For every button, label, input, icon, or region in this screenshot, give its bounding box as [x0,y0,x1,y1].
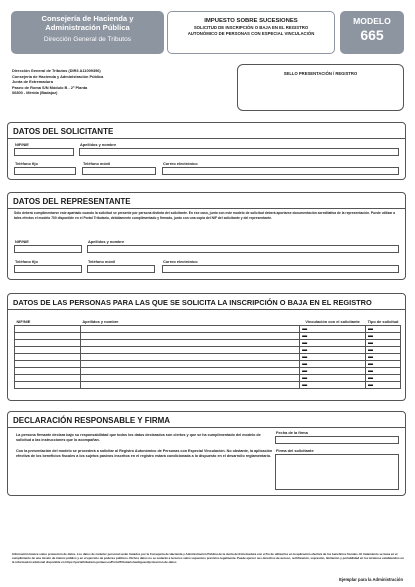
table-row [15,353,401,360]
address-line: Consejería de Hacienda y Administración Pública [12,73,104,79]
row-nif-cell[interactable] [15,346,81,353]
row-nif-cell[interactable] [15,325,81,332]
row-name-cell[interactable] [80,346,299,353]
form-title: IMPUESTO SOBRE SUCESIONES [204,18,298,24]
solicitante-mobile-field[interactable] [82,167,156,175]
row-name-cell[interactable] [80,325,299,332]
row-name-cell[interactable] [80,339,299,346]
row-name-cell[interactable] [80,374,299,381]
divider [8,208,405,209]
personas-table [14,311,401,389]
modelo-box [340,11,404,54]
table-row [15,346,401,353]
row-nif-cell[interactable] [15,360,81,367]
mobile-label: Teléfono móvil [88,259,116,264]
solicitante-email-field[interactable] [162,167,399,175]
solicitante-name-field[interactable] [79,148,399,156]
table-row [15,381,401,388]
table-row [15,339,401,346]
col-vinc-header: Vinculación con el solicitante [305,318,360,324]
solicitante-nif-field[interactable] [14,148,74,156]
solicitante-phone-field[interactable] [14,167,76,175]
dropdown-marker: ▬ [368,325,374,332]
phone-label: Teléfono fijo [15,161,38,166]
dropdown-marker: ▬ [302,353,308,360]
dropdown-marker: ▬ [302,346,308,353]
row-vinc-cell[interactable] [300,367,366,374]
row-vinc-cell[interactable] [300,325,366,332]
declaracion-section [7,411,406,496]
row-tipo-cell[interactable] [366,346,401,353]
row-nif-cell[interactable] [15,332,81,339]
table-row [15,374,401,381]
row-name-cell[interactable] [80,332,299,339]
dept-line1: Consejería de Hacienda y [41,14,134,23]
address-block [12,68,227,96]
address-line: Junta de Extremadura [12,79,53,85]
form-subtitle-1: SOLICITUD DE INSCRIPCIÓN O BAJA EN EL REGISTRO [193,25,309,31]
row-vinc-cell[interactable] [300,353,366,360]
dept-line3: Dirección General de Tributos [43,36,132,44]
row-nif-cell[interactable] [15,353,81,360]
table-row [15,325,401,332]
row-tipo-cell[interactable] [366,381,401,388]
row-tipo-cell[interactable] [366,360,401,367]
col-name-header: Apellidos y nombre [82,318,119,324]
dropdown-marker: ▬ [368,367,374,374]
data-protection-footer: Información básica sobre protección de datos. Los datos de carácter personal serán tratados por la Consejería de Hacienda y Administración Pública de la Junta de Extremadura con el fin de utilizarlos en la aplicación efectiva de los beneficios fiscales. El tratamiento se basa en el cumplimiento de una misión de interés público y en el ejercicio de poderes públicos. Dichos datos no se cederán a terceros salvo supuestos previstos legalmente. Puede ejercer sus derechos de acceso, rectificación, supresión, limitación y portabilidad en los términos establecidos en la información adicional disponible en https://portaltributario.juntaex.es/PortalTributario/web/guest/proteccion-de-datos [12,552,404,564]
row-name-cell[interactable] [80,381,299,388]
representante-section [7,192,406,280]
fecha-field[interactable] [275,436,399,444]
row-vinc-cell[interactable] [300,381,366,388]
nif-label: NIF/NIE [15,142,29,147]
representante-name-field[interactable] [87,245,399,253]
declaracion-text-1: La persona firmante declara bajo su responsabilidad que todos los datos declarados son ciertos y que se ha cumplimentado del modelo de solicitud a las instrucciones que lo acompañan. [16,433,261,442]
address-line: Paseo de Roma S/N Módulo B - 2ª Planta [12,84,88,90]
modelo-number: 665 [360,27,384,43]
email-label: Correo electrónico [163,161,198,166]
department-header [11,11,164,54]
table-row [15,367,401,374]
row-vinc-cell[interactable] [300,339,366,346]
address-line: 06800 - Mérida (Badajoz) [12,90,58,96]
divider [8,309,405,310]
col-tipo-header: Tipo de solicitud [367,318,399,324]
row-tipo-cell[interactable] [366,374,401,381]
form-title-box [167,11,335,54]
ejemplar-label: Ejemplar para la Administración [339,577,403,582]
col-nif-header: NIF/NIE [16,318,31,324]
declaracion-title: DECLARACIÓN RESPONSABLE Y FIRMA [13,416,171,425]
modelo-label: MODELO [353,16,391,26]
dropdown-marker: ▬ [368,346,374,353]
mobile-label: Teléfono móvil [83,161,111,166]
fecha-label: Fecha de la firma [276,430,308,435]
table-header-row [15,311,401,325]
representante-note: Sólo deberá cumplimentarse este apartado cuando la solicitud se presente por persona distinta del solicitante. En ese caso, junto con este modelo de solicitud deberá aportarse documentación acreditativa de la representación. Puede utilizar a tales efectos el modelo 700 disponible en el Portal Tributario, debidamente cumplimentado y firmado, junto con una copia del NIF del solicitante y del representante. [14,211,396,220]
personas-title: DATOS DE LAS PERSONAS PARA LAS QUE SE SOLICITA LA INSCRIPCIÓN O BAJA EN EL REGISTRO [13,298,372,307]
row-vinc-cell[interactable] [300,360,366,367]
table-row [15,360,401,367]
row-name-cell[interactable] [80,367,299,374]
row-nif-cell[interactable] [15,339,81,346]
representante-phone-field[interactable] [14,265,82,273]
email-label: Correo electrónico [163,259,198,264]
dropdown-marker: ▬ [368,339,374,346]
row-nif-cell[interactable] [15,367,81,374]
dropdown-marker: ▬ [302,381,308,388]
address-line: Dirección General de Tributos (DIR3 A11009396) [12,68,101,73]
declaracion-text-2: Con la presentación del modelo se procederá a solicitar al Registro Autonómico de Personas con Especial Vinculación. No obstante, la aplicación efectiva de los beneficios fiscales a los sujetos pasivos inscritos en el registro estará condicionada a lo dispuesto en el desarrollo reglamentario. [16,449,273,458]
row-tipo-cell[interactable] [366,367,401,374]
dropdown-marker: ▬ [368,374,374,381]
solicitante-section [7,122,406,180]
dropdown-marker: ▬ [302,325,308,332]
row-nif-cell[interactable] [15,374,81,381]
row-tipo-cell[interactable] [366,353,401,360]
personas-section [7,293,406,401]
form-subtitle-2: AUTONÓMICO DE PERSONAS CON ESPECIAL VINCULACIÓN [187,31,315,37]
representante-title: DATOS DEL REPRESENTANTE [13,197,131,206]
dropdown-marker: ▬ [302,332,308,339]
phone-label: Teléfono fijo [15,259,38,264]
row-tipo-cell[interactable] [366,332,401,339]
representante-email-field[interactable] [162,265,399,273]
nif-label: NIF/NIE [15,239,29,244]
table-row [15,332,401,339]
dropdown-marker: ▬ [368,332,374,339]
row-vinc-cell[interactable] [300,332,366,339]
row-nif-cell[interactable] [15,381,81,388]
dropdown-marker: ▬ [302,374,308,381]
row-vinc-cell[interactable] [300,374,366,381]
row-name-cell[interactable] [80,353,299,360]
dropdown-marker: ▬ [368,360,374,367]
dropdown-marker: ▬ [302,367,308,374]
divider [8,427,405,428]
row-vinc-cell[interactable] [300,346,366,353]
dropdown-marker: ▬ [302,360,308,367]
dropdown-marker: ▬ [368,353,374,360]
representante-nif-field[interactable] [14,245,82,253]
firma-field[interactable] [275,454,399,490]
sello-label: SELLO PRESENTACIÓN / REGISTRO [283,71,358,76]
row-name-cell[interactable] [80,360,299,367]
sello-box [237,64,404,111]
representante-mobile-field[interactable] [87,265,155,273]
dropdown-marker: ▬ [302,339,308,346]
name-label: Apellidos y nombre [88,239,125,244]
dept-line2: Administración Pública [45,22,130,32]
dropdown-marker: ▬ [368,381,374,388]
row-tipo-cell[interactable] [366,325,401,332]
divider [8,138,405,139]
row-tipo-cell[interactable] [366,339,401,346]
firma-label: Firma del solicitante [276,448,314,453]
solicitante-title: DATOS DEL SOLICITANTE [13,127,114,136]
name-label: Apellidos y nombre [80,142,117,147]
